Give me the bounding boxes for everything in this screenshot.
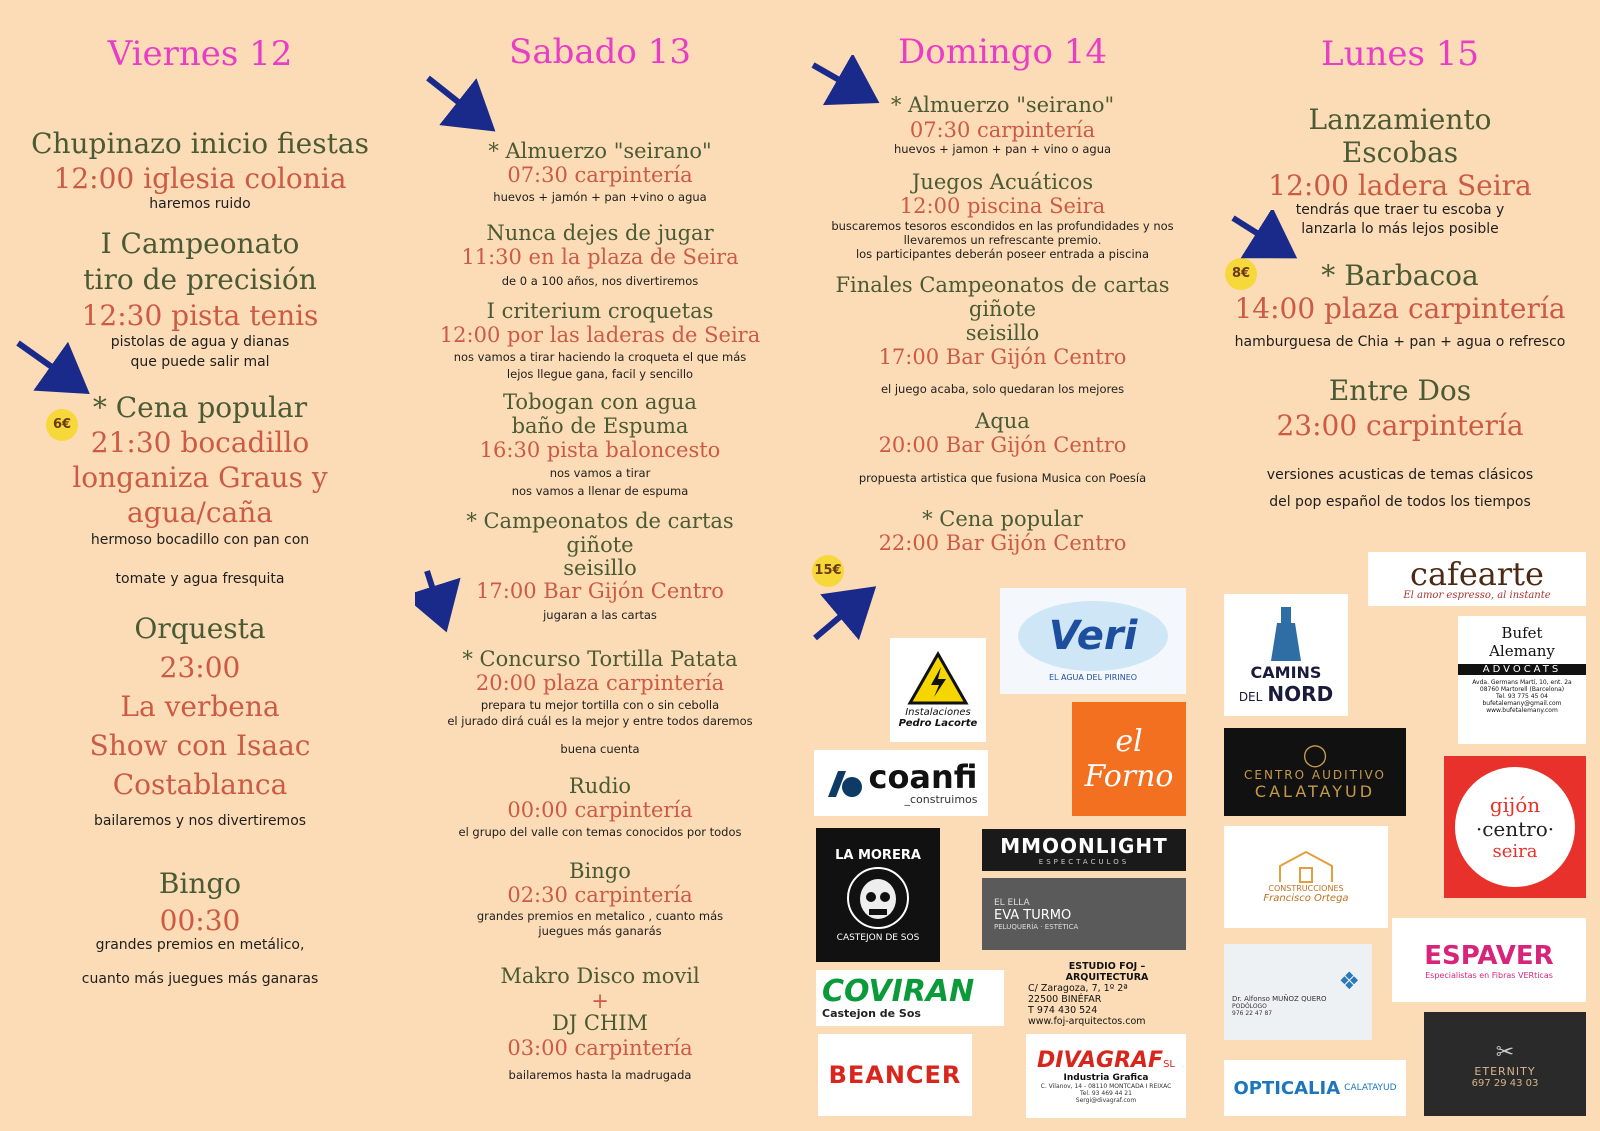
arrow-icon bbox=[1225, 210, 1315, 270]
event-note: propuesta artistica que fusiona Musica con Poesía bbox=[858, 471, 1147, 485]
event-time: 17:00 Bar Gijón Centro bbox=[878, 345, 1127, 369]
event-orquesta: Orquesta bbox=[134, 612, 266, 645]
event-time: 12:00 por las laderas de Seira bbox=[439, 323, 761, 347]
sponsor-beancer-logo: BEANCER bbox=[818, 1034, 972, 1116]
house-icon bbox=[1276, 850, 1336, 884]
price-badge: 15€ bbox=[812, 555, 844, 587]
event-juegos: Juegos Acuáticos bbox=[911, 170, 1094, 194]
event-note: llevaremos un refrescante premio. bbox=[903, 233, 1102, 247]
arrow-icon bbox=[10, 335, 100, 405]
event-note: que puede salir mal bbox=[130, 354, 270, 370]
event-time: 22:00 Bar Gijón Centro bbox=[878, 531, 1127, 555]
sponsor-eva-turmo-logo: EL ELLA EVA TURMO PELUQUERÍA · ESTÉTICA bbox=[982, 878, 1186, 950]
sponsor-moonlight-logo: MMOONLIGHT ESPECTACULOS bbox=[982, 829, 1186, 871]
event-note: nos vamos a tirar haciendo la croqueta el que más bbox=[453, 350, 747, 364]
skull-helmet-icon bbox=[843, 863, 913, 933]
event-note: lanzarla lo más lejos posible bbox=[1301, 221, 1499, 237]
event-cartas: giñote bbox=[566, 533, 634, 557]
event-finales: Finales Campeonatos de cartas bbox=[835, 273, 1170, 297]
event-aqua: Aqua bbox=[975, 409, 1030, 433]
sponsor-opticalia-logo: OPTICALIA CALATAYUD bbox=[1224, 1060, 1406, 1116]
event-campeonato: I Campeonato bbox=[100, 227, 300, 260]
price-badge: 8€ bbox=[1225, 258, 1257, 290]
event-note: bailaremos hasta la madrugada bbox=[508, 1068, 692, 1082]
event-lanzamiento: Escobas bbox=[1341, 136, 1459, 169]
event-bingo: Bingo bbox=[158, 867, 242, 900]
sponsor-pedro-lacorte-logo: Instalaciones Pedro Lacorte bbox=[890, 638, 986, 742]
event-time: 12:30 pista tenis bbox=[81, 299, 319, 332]
event-note: de 0 a 100 años, nos divertiremos bbox=[501, 274, 699, 288]
foot-icon: ❖ bbox=[1338, 967, 1360, 995]
event-nunca: Nunca dejes de jugar bbox=[486, 221, 714, 245]
event-detail: Show con Isaac bbox=[89, 729, 311, 762]
event-finales: seisillo bbox=[965, 321, 1040, 345]
event-note: pistolas de agua y dianas bbox=[110, 334, 290, 350]
event-note: nos vamos a llenar de espuma bbox=[511, 484, 689, 498]
event-time: 00:00 carpintería bbox=[507, 798, 693, 822]
event-rudio: Rudio bbox=[568, 774, 632, 798]
arrow-icon bbox=[805, 578, 895, 648]
event-cena: * Cena popular bbox=[92, 391, 308, 424]
event-note: hermoso bocadillo con pan con bbox=[90, 532, 310, 548]
event-note: versiones acusticas de temas clásicos bbox=[1266, 467, 1534, 483]
event-note: hamburguesa de Chia + pan + agua o refresco bbox=[1234, 334, 1566, 350]
event-time: 03:00 carpintería bbox=[507, 1036, 693, 1060]
event-note: cuanto más juegues más ganaras bbox=[81, 971, 319, 987]
event-time: 07:30 carpintería bbox=[507, 163, 693, 187]
event-note: grandes premios en metálico, bbox=[95, 937, 305, 953]
event-time: 23:00 bbox=[159, 651, 241, 684]
high-voltage-icon bbox=[907, 651, 969, 707]
event-note: tendrás que traer tu escoba y bbox=[1295, 202, 1505, 218]
event-time: 20:00 Bar Gijón Centro bbox=[878, 433, 1127, 457]
sponsor-centro-auditivo-logo: ◯ CENTRO AUDITIVO CALATAYUD bbox=[1224, 728, 1406, 816]
event-detail: + bbox=[591, 989, 609, 1013]
event-tobogan: Tobogan con agua bbox=[503, 390, 697, 414]
ear-icon: ◯ bbox=[1302, 743, 1328, 768]
event-time: 00:30 bbox=[159, 904, 241, 937]
event-note: el grupo del valle con temas conocidos por todos bbox=[458, 825, 742, 839]
veri-drop-icon: Veri bbox=[1018, 601, 1168, 671]
event-time: 23:00 carpintería bbox=[1276, 409, 1524, 442]
event-note: buscaremos tesoros escondidos en las profundidades y nos bbox=[831, 219, 1174, 233]
event-note: bailaremos y nos divertiremos bbox=[93, 813, 307, 829]
event-cena: * Cena popular bbox=[922, 507, 1083, 531]
event-note: del pop español de todos los tiempos bbox=[1269, 494, 1531, 510]
event-note: nos vamos a tirar bbox=[549, 466, 651, 480]
event-time: 17:00 Bar Gijón Centro bbox=[476, 579, 724, 603]
bottle-icon bbox=[1269, 605, 1303, 663]
coanfi-mark-icon bbox=[824, 763, 864, 803]
event-time: 12:00 iglesia colonia bbox=[53, 162, 347, 195]
event-lanzamiento: Lanzamiento bbox=[1308, 103, 1492, 136]
event-note: el juego acaba, solo quedaran los mejores bbox=[880, 382, 1125, 396]
event-detail: agua/caña bbox=[127, 496, 273, 529]
event-note: juegues más ganarás bbox=[538, 924, 662, 938]
event-detail: Costablanca bbox=[112, 768, 288, 801]
sponsor-cafearte-logo: cafearte El amor espresso, al instante bbox=[1368, 552, 1586, 606]
event-campeonato: tiro de precisión bbox=[83, 263, 317, 296]
event-detail: La verbena bbox=[120, 690, 280, 723]
sponsor-eternity-logo: ✂ ETERNITY 697 29 43 03 bbox=[1424, 1012, 1586, 1116]
arrow-icon bbox=[805, 55, 895, 115]
price-badge: 6€ bbox=[46, 409, 78, 441]
event-note: huevos + jamon + pan + vino o agua bbox=[893, 142, 1112, 156]
event-time: 12:00 piscina Seira bbox=[899, 194, 1106, 218]
day-title-sunday: Domingo 14 bbox=[897, 32, 1108, 72]
event-note: huevos + jamón + pan +vino o agua bbox=[493, 190, 707, 204]
sponsor-elforno-logo: el Forno bbox=[1072, 702, 1186, 816]
event-chupinazo: Chupinazo inicio fiestas bbox=[31, 127, 369, 160]
sponsor-estudio-foj: ESTUDIO FOJ – ARQUITECTURA C/ Zaragoza, 7, 1º 2ª 22500 BINÉFAR T 974 430 524 www.foj-arquitectos.com bbox=[1028, 962, 1149, 1026]
sponsor-espaver-logo: ESPAVER Especialistas en Fibras VERticas bbox=[1392, 918, 1586, 1002]
event-note: prepara tu mejor tortilla con o sin cebolla bbox=[480, 698, 720, 712]
event-time: 16:30 pista baloncesto bbox=[479, 438, 721, 462]
event-disco: DJ CHIM bbox=[551, 1011, 649, 1035]
day-title-friday: Viernes 12 bbox=[107, 34, 293, 74]
event-entre-dos: Entre Dos bbox=[1328, 374, 1472, 407]
sponsor-divagraf-logo: DIVAGRAFSL Industria Grafica C. Vilanov, 14 - 08110 MONTCADA I REIXAC Tel. 93 469 44 21 Sergi@divagraf.com bbox=[1026, 1034, 1186, 1118]
event-tortilla: * Concurso Tortilla Patata bbox=[462, 647, 738, 671]
event-disco: Makro Disco movil bbox=[500, 964, 700, 988]
event-note: buena cuenta bbox=[560, 742, 640, 756]
scissors-icon: ✂ bbox=[1495, 1039, 1515, 1065]
event-note: tomate y agua fresquita bbox=[115, 571, 285, 587]
sponsor-francisco-ortega-logo: CONSTRUCCIONES Francisco Ortega bbox=[1224, 826, 1388, 928]
sponsor-podologo-card: ❖ Dr. Alfonso MUÑOZ QUERO PODÓLOGO 976 22 47 87 bbox=[1224, 944, 1372, 1040]
sponsor-veri-logo: Veri EL AGUA DEL PIRINEO bbox=[1000, 588, 1186, 694]
event-tobogan: baño de Espuma bbox=[511, 414, 689, 438]
event-note: jugaran a las cartas bbox=[543, 608, 657, 622]
sponsor-gijon-centro-logo: gijón ·centro· seira bbox=[1444, 756, 1586, 898]
event-cartas: seisillo bbox=[563, 556, 637, 580]
event-note: grandes premios en metalico , cuanto más bbox=[476, 909, 724, 923]
day-title-monday: Lunes 15 bbox=[1320, 34, 1479, 74]
event-bingo: Bingo bbox=[569, 859, 631, 883]
event-almuerzo: * Almuerzo "seirano" bbox=[488, 139, 712, 163]
event-note: haremos ruido bbox=[149, 196, 251, 212]
event-time: 21:30 bocadillo bbox=[90, 426, 310, 459]
arrow-icon bbox=[420, 70, 510, 145]
sponsor-la-morera-logo: LA MORERA CASTEJON DE SOS bbox=[816, 828, 940, 962]
sponsor-bufet-alemany-logo: Bufet Alemany ADVOCATS Avda. Germans Martí, 10, ent. 2a 08760 Martorell (Barcelona) Tel. 93 775 45 04 bufetalemany@gmail.com www.bufetalemany.com bbox=[1458, 616, 1586, 744]
sponsor-coanfi-logo: coanfi _construimos bbox=[814, 750, 988, 816]
event-time: 11:30 en la plaza de Seira bbox=[461, 245, 739, 269]
sponsor-coviran-logo: COVIRAN Castejon de Sos bbox=[816, 970, 1004, 1026]
event-finales: giñote bbox=[968, 297, 1037, 321]
event-note: lejos llegue gana, facil y sencillo bbox=[506, 367, 694, 381]
event-almuerzo: * Almuerzo "seirano" bbox=[890, 93, 1115, 117]
sponsor-camins-del-nord-logo: CAMINS DEL NORD bbox=[1224, 594, 1348, 716]
event-detail: longaniza Graus y bbox=[72, 461, 328, 494]
event-note: el jurado dirá cuál es la mejor y entre todos daremos bbox=[447, 714, 753, 728]
arrow-icon bbox=[415, 565, 475, 645]
day-title-saturday: Sabado 13 bbox=[509, 32, 691, 72]
event-time: 14:00 plaza carpintería bbox=[1234, 292, 1566, 325]
event-note: los participantes deberán poseer entrada a piscina bbox=[855, 247, 1150, 261]
event-time: 20:00 plaza carpintería bbox=[475, 671, 725, 695]
event-time: 12:00 ladera Seira bbox=[1268, 169, 1532, 202]
event-cartas: * Campeonatos de cartas bbox=[466, 509, 734, 533]
event-time: 02:30 carpintería bbox=[507, 883, 693, 907]
event-barbacoa: * Barbacoa bbox=[1321, 259, 1479, 292]
event-time: 07:30 carpintería bbox=[909, 118, 1096, 142]
event-criterium: I criterium croquetas bbox=[486, 299, 714, 323]
